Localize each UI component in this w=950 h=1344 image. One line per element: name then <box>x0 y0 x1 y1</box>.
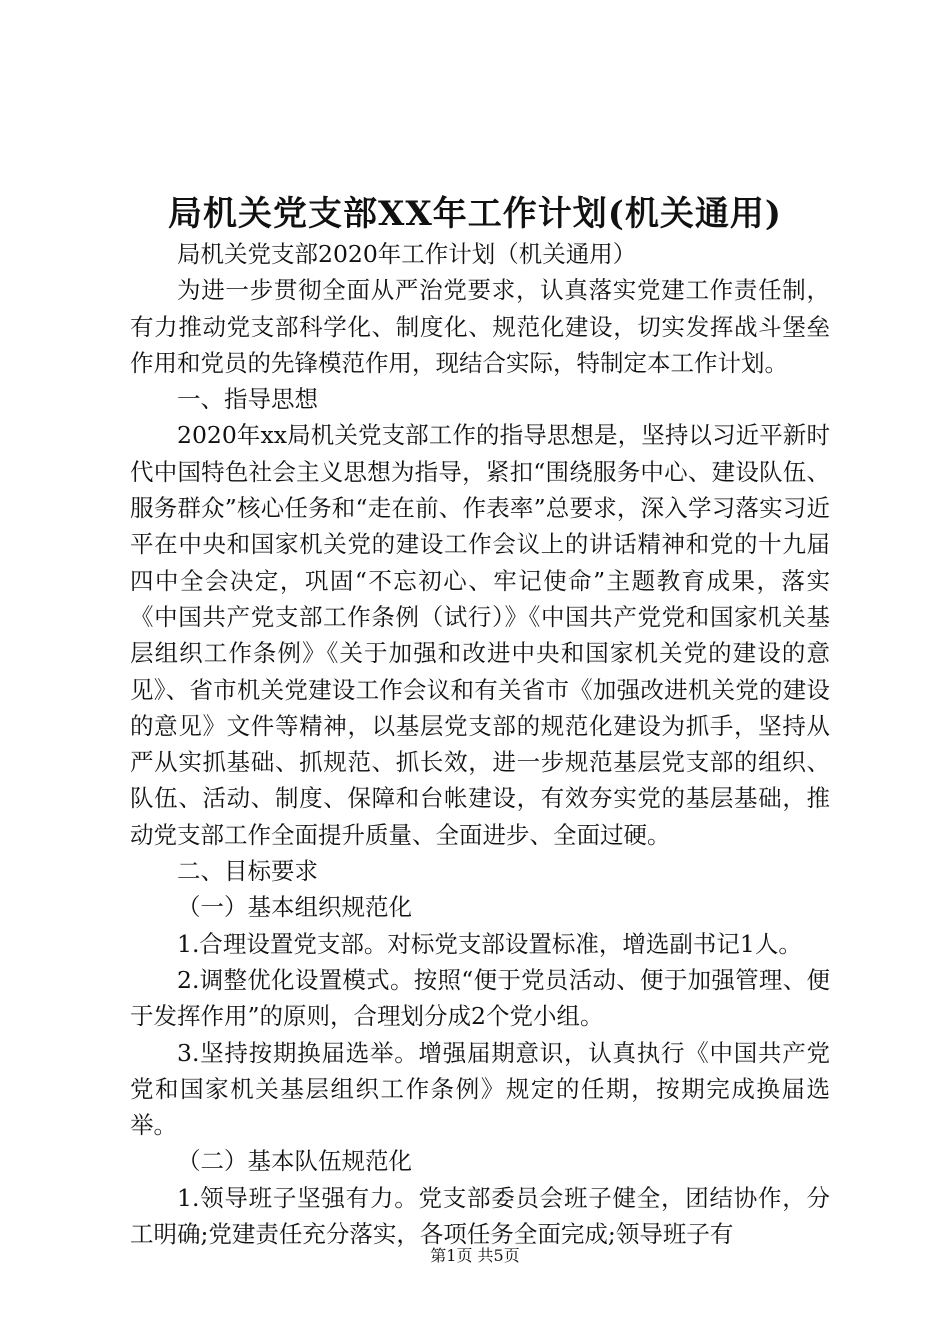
paragraph: 为进一步贯彻全面从严治党要求，认真落实党建工作责任制，有力推动党支部科学化、制度化、规范化建设，切实发挥战斗堡垒作用和党员的先锋模范作用，现结合实际，特制定本工作计划。 <box>130 276 830 377</box>
section-heading: 一、指导思想 <box>177 385 318 414</box>
paragraph: 2020年xx局机关党支部工作的指导思想是，坚持以习近平新时代中国特色社会主义思想为指导，紧扣“围绕服务中心、建设队伍、服务群众”核心任务和“走在前、作表率”总要求，深入学习落实习近平在中央和国家机关党的建设工作会议上的讲话精神和党的十九届四中全会决定，巩固“不忘初心、牢记使命”主题教育成果，落实《中国共产党支部工作条例（试行）》《中国共产党党和国家机关基层组织工作条例》《关于加强和改进中央和国家机关党的建设的意见》、省市机关党建设工作会议和有关省市《加强改进机关党的建设的意见》文件等精神，以基层党支部的规范化建设为抓手，坚持从严从实抓基础、抓规范、抓长效，进一步规范基层党支部的组织、队伍、活动、制度、保障和台帐建设，有效夯实党的基层基础，推动党支部工作全面提升质量、全面进步、全面过硬。 <box>130 421 830 849</box>
document-title: 局机关党支部XX年工作计划(机关通用) <box>168 194 782 234</box>
subsection-heading: （二）基本队伍规范化 <box>177 1147 412 1176</box>
paragraph: 1.领导班子坚强有力。党支部委员会班子健全，团结协作，分工明确;党建责任充分落实，各项任务全面完成;领导班子有 <box>130 1183 830 1249</box>
section-heading: 二、目标要求 <box>177 857 318 886</box>
paragraph: 1.合理设置党支部。对标党支部设置标准，增选副书记1人。 <box>177 929 802 958</box>
paragraph: 2.调整优化设置模式。按照“便于党员活动、便于加强管理、便于发挥作用”的原则，合理划分成2个党小组。 <box>130 965 830 1031</box>
subsection-heading: （一）基本组织规范化 <box>177 893 412 922</box>
page-footer: 第1页 共5页 <box>430 1246 520 1265</box>
document-body <box>130 236 830 1252</box>
paragraph: 局机关党支部2020年工作计划（机关通用） <box>177 240 637 268</box>
paragraph: 3.坚持按期换届选举。增强届期意识，认真执行《中国共产党党和国家机关基层组织工作条例》规定的任期，按期完成换届选举。 <box>130 1038 830 1140</box>
